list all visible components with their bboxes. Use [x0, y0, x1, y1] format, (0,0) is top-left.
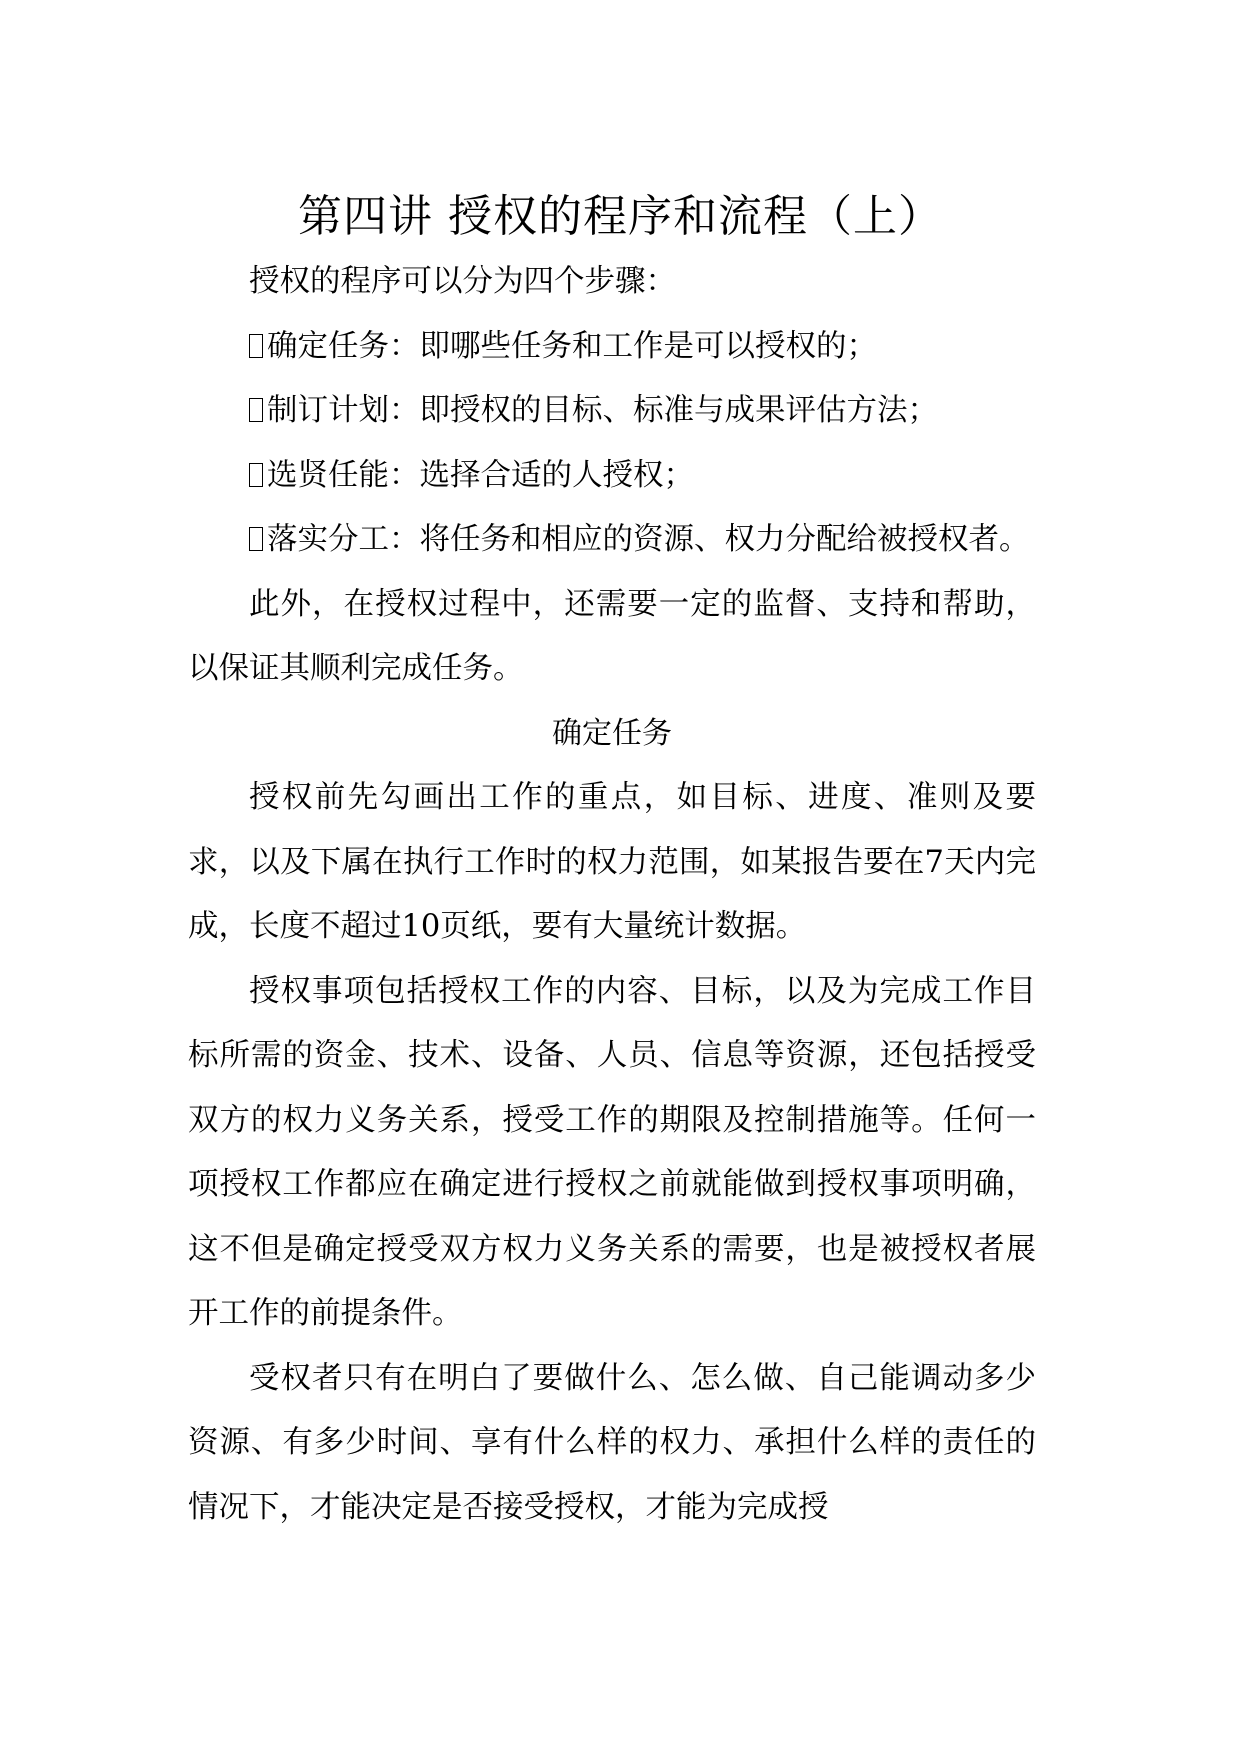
step-text-3: 选贤任能：选择合适的人授权；: [267, 457, 694, 493]
body-paragraph-2: 授权事项包括授权工作的内容、目标，以及为完成工作目标所需的资金、技术、设备、人员、信息等资源，还包括授受双方的权力义务关系，授受工作的期限及控制措施等。任何一项授权工作都应在确定进行授权之前就能做到授权事项明确，这不但是确定授受双方权力义务关系的需要，也是被授权者展开工作的前提条件。: [188, 973, 1036, 1331]
missing-glyph-box-icon: [249, 527, 263, 551]
body-paragraph-3: 受权者只有在明白了要做什么、怎么做、自己能调动多少资源、有多少时间、享有什么样的权力、承担什么样的责任的情况下，才能决定是否接受授权，才能为完成授: [188, 1360, 1036, 1525]
intro-paragraph: 授权的程序可以分为四个步骤：: [249, 264, 676, 299]
step-item-2: [188, 379, 1036, 444]
step-item-4: [188, 508, 1036, 573]
document-title: 第四讲 授权的程序和流程（上）: [298, 191, 943, 242]
missing-glyph-box-icon: [249, 334, 263, 358]
step-item-1: [188, 315, 1036, 380]
document-body: [188, 250, 1036, 1540]
missing-glyph-box-icon: [249, 463, 263, 487]
after-steps-paragraph: 此外，在授权过程中，还需要一定的监督、支持和帮助，以保证其顺利完成任务。: [188, 586, 1036, 686]
step-item-3: [188, 444, 1036, 509]
step-text-2: 制订计划：即授权的目标、标准与成果评估方法；: [267, 393, 938, 428]
step-text-1: 确定任务：即哪些任务和工作是可以授权的；: [267, 328, 877, 364]
step-text-4: 落实分工：将任务和相应的资源、权力分配给被授权者。: [267, 522, 1030, 557]
body-paragraph-1: 授权前先勾画出工作的重点，如目标、进度、准则及要求，以及下属在执行工作时的权力范围，如某报告要在7天内完成，长度不超过10页纸，要有大量统计数据。: [188, 780, 1036, 944]
section-heading: 确定任务: [552, 715, 672, 751]
missing-glyph-box-icon: [249, 398, 263, 422]
